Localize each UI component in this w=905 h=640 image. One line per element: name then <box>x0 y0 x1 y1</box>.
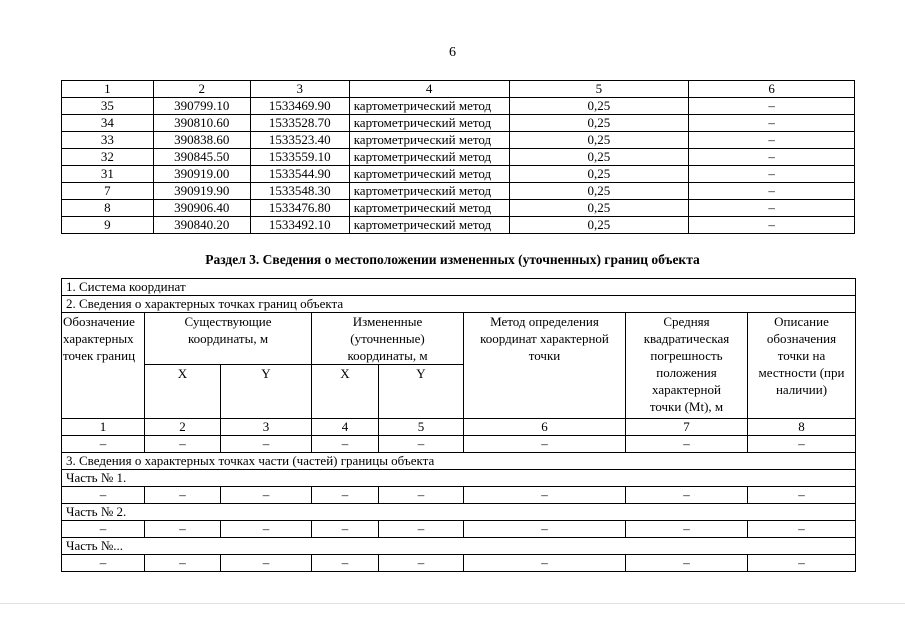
table-cell: 390919.90 <box>153 183 250 200</box>
table-cell: 1533528.70 <box>250 115 349 132</box>
dash-cell: – <box>221 487 312 504</box>
table-cell: 0,25 <box>509 115 689 132</box>
column-numbers-row <box>62 419 856 436</box>
table-cell: картометрический метод <box>349 217 509 234</box>
dash-cell: – <box>62 436 145 453</box>
dash-cell: – <box>145 555 221 572</box>
table-cell: 1533544.90 <box>250 166 349 183</box>
table-cell: 33 <box>62 132 154 149</box>
table-cell: 0,25 <box>509 149 689 166</box>
table-cell: 0,25 <box>509 217 689 234</box>
header-existing-x: X <box>145 365 221 419</box>
dash-cell: – <box>626 436 748 453</box>
table-cell: картометрический метод <box>349 149 509 166</box>
table-cell: 390919.00 <box>153 166 250 183</box>
part-1-label: Часть № 1. <box>62 470 856 487</box>
header-line: точки <box>528 348 561 363</box>
column-number-cell: 1 <box>62 419 145 436</box>
header-line: Обозначение <box>63 314 135 329</box>
table-cell: 1533523.40 <box>250 132 349 149</box>
header-line: Метод определения <box>490 314 599 329</box>
table-cell: картометрический метод <box>349 200 509 217</box>
table-row <box>62 115 855 132</box>
header-line: координаты, м <box>187 331 269 346</box>
table-cell: картометрический метод <box>349 115 509 132</box>
table-cell: – <box>689 183 855 200</box>
dash-cell: – <box>379 436 464 453</box>
column-number-cell: 5 <box>379 419 464 436</box>
table-cell: 390838.60 <box>153 132 250 149</box>
part-n-dash-row <box>62 555 856 572</box>
table-cell: 34 <box>62 115 154 132</box>
header-method <box>464 313 626 419</box>
part-1-row <box>62 470 856 487</box>
column-number-cell: 2 <box>145 419 221 436</box>
dash-cell: – <box>379 487 464 504</box>
header-point-designation <box>62 313 145 419</box>
dash-cell: – <box>748 487 856 504</box>
table-cell: 35 <box>62 98 154 115</box>
dash-cell: – <box>312 555 379 572</box>
coord-system-row <box>62 279 856 296</box>
dash-cell: – <box>748 521 856 538</box>
table-cell: 0,25 <box>509 98 689 115</box>
header-line: положения <box>656 365 717 380</box>
header-line: наличии) <box>775 382 828 397</box>
table-header-row <box>62 81 855 98</box>
table-row <box>62 217 855 234</box>
header-line: местности (при <box>758 365 845 380</box>
header-line: Измененные <box>352 314 423 329</box>
header-line: точек границ <box>63 348 136 363</box>
header-line: Описание <box>774 314 829 329</box>
table-cell: – <box>689 217 855 234</box>
table-row <box>62 98 855 115</box>
table-row <box>62 132 855 149</box>
parts-title-cell: 3. Сведения о характерных точках части (частей) границы объекта <box>62 453 856 470</box>
dash-cell: – <box>221 436 312 453</box>
header-existing-y: Y <box>221 365 312 419</box>
table-cell: 1533469.90 <box>250 98 349 115</box>
table-cell: 390845.50 <box>153 149 250 166</box>
section-3-title: Раздел 3. Сведения о местоположении измененных (уточненных) границ объекта <box>205 252 700 267</box>
dash-cell: – <box>145 521 221 538</box>
table-row <box>62 200 855 217</box>
dash-cell: – <box>62 521 145 538</box>
dash-cell: – <box>748 555 856 572</box>
header-line: координаты, м <box>347 348 428 363</box>
coordinates-table <box>61 80 855 234</box>
table-cell: 0,25 <box>509 132 689 149</box>
table-cell: – <box>689 132 855 149</box>
table-cell: 1533492.10 <box>250 217 349 234</box>
dash-cell: – <box>312 436 379 453</box>
table-cell: картометрический метод <box>349 183 509 200</box>
table-cell: 390840.20 <box>153 217 250 234</box>
bottom-divider <box>0 603 905 604</box>
table-cell: 3 <box>250 81 349 98</box>
table-row <box>62 183 855 200</box>
header-changed-coords <box>312 313 464 365</box>
header-row-1 <box>62 313 856 365</box>
table-cell: – <box>689 166 855 183</box>
table-row <box>62 166 855 183</box>
table-cell: картометрический метод <box>349 98 509 115</box>
table-cell: картометрический метод <box>349 132 509 149</box>
dash-cell: – <box>62 487 145 504</box>
header-existing-coords <box>145 313 312 365</box>
table-cell: – <box>689 200 855 217</box>
table-cell: 0,25 <box>509 200 689 217</box>
column-number-cell: 4 <box>312 419 379 436</box>
header-changed-x: X <box>312 365 379 419</box>
table-cell: 390799.10 <box>153 98 250 115</box>
dash-cell: – <box>312 487 379 504</box>
part-2-label: Часть № 2. <box>62 504 856 521</box>
part-2-dash-row <box>62 521 856 538</box>
dash-cell: – <box>464 521 626 538</box>
points-title-cell: 2. Сведения о характерных точках границ объекта <box>62 296 856 313</box>
coord-system-cell: 1. Система координат <box>62 279 856 296</box>
header-line: Существующие <box>184 314 272 329</box>
header-line: квадратическая <box>643 331 730 346</box>
dash-cell: – <box>312 521 379 538</box>
dash-cell: – <box>464 487 626 504</box>
part-n-row <box>62 538 856 555</box>
table-cell: 2 <box>153 81 250 98</box>
dash-cell: – <box>464 555 626 572</box>
table-cell: 7 <box>62 183 154 200</box>
table-cell: – <box>689 115 855 132</box>
parts-title-row <box>62 453 856 470</box>
table-cell: 5 <box>509 81 689 98</box>
table-cell: 4 <box>349 81 509 98</box>
dash-cell: – <box>626 521 748 538</box>
header-line: точки на <box>777 348 826 363</box>
header-line: погрешность <box>650 348 723 363</box>
table-cell: 9 <box>62 217 154 234</box>
dash-cell: – <box>62 555 145 572</box>
table-row <box>62 149 855 166</box>
header-line: Средняя <box>663 314 710 329</box>
header-line: координат характерной <box>480 331 609 346</box>
dash-cell: – <box>626 487 748 504</box>
header-changed-y: Y <box>379 365 464 419</box>
table-cell: 1533548.30 <box>250 183 349 200</box>
header-line: обозначения <box>766 331 837 346</box>
table-cell: – <box>689 149 855 166</box>
table-cell: картометрический метод <box>349 166 509 183</box>
table-cell: 0,25 <box>509 166 689 183</box>
table-cell: 32 <box>62 149 154 166</box>
table-cell: 8 <box>62 200 154 217</box>
dash-row <box>62 436 856 453</box>
part-2-row <box>62 504 856 521</box>
boundaries-table <box>61 278 856 572</box>
header-line: (уточненные) <box>350 331 425 346</box>
dash-cell: – <box>379 521 464 538</box>
column-number-cell: 7 <box>626 419 748 436</box>
column-number-cell: 6 <box>464 419 626 436</box>
table-cell: 1533476.80 <box>250 200 349 217</box>
header-line: характерных <box>63 331 134 346</box>
table-cell: 31 <box>62 166 154 183</box>
column-number-cell: 8 <box>748 419 856 436</box>
table-cell: 1 <box>62 81 154 98</box>
dash-cell: – <box>145 487 221 504</box>
table-cell: – <box>689 98 855 115</box>
dash-cell: – <box>221 521 312 538</box>
part-n-label: Часть №... <box>62 538 856 555</box>
table-cell: 390810.60 <box>153 115 250 132</box>
dash-cell: – <box>379 555 464 572</box>
table-cell: 6 <box>689 81 855 98</box>
dash-cell: – <box>748 436 856 453</box>
header-mean-error <box>626 313 748 419</box>
table-cell: 0,25 <box>509 183 689 200</box>
points-title-row <box>62 296 856 313</box>
part-1-dash-row <box>62 487 856 504</box>
table-cell: 1533559.10 <box>250 149 349 166</box>
header-description <box>748 313 856 419</box>
column-number-cell: 3 <box>221 419 312 436</box>
page-number: 6 <box>449 45 456 60</box>
header-line: точки (Mt), м <box>649 399 724 414</box>
dash-cell: – <box>221 555 312 572</box>
dash-cell: – <box>464 436 626 453</box>
dash-cell: – <box>626 555 748 572</box>
header-line: характерной <box>652 382 721 397</box>
table-cell: 390906.40 <box>153 200 250 217</box>
dash-cell: – <box>145 436 221 453</box>
